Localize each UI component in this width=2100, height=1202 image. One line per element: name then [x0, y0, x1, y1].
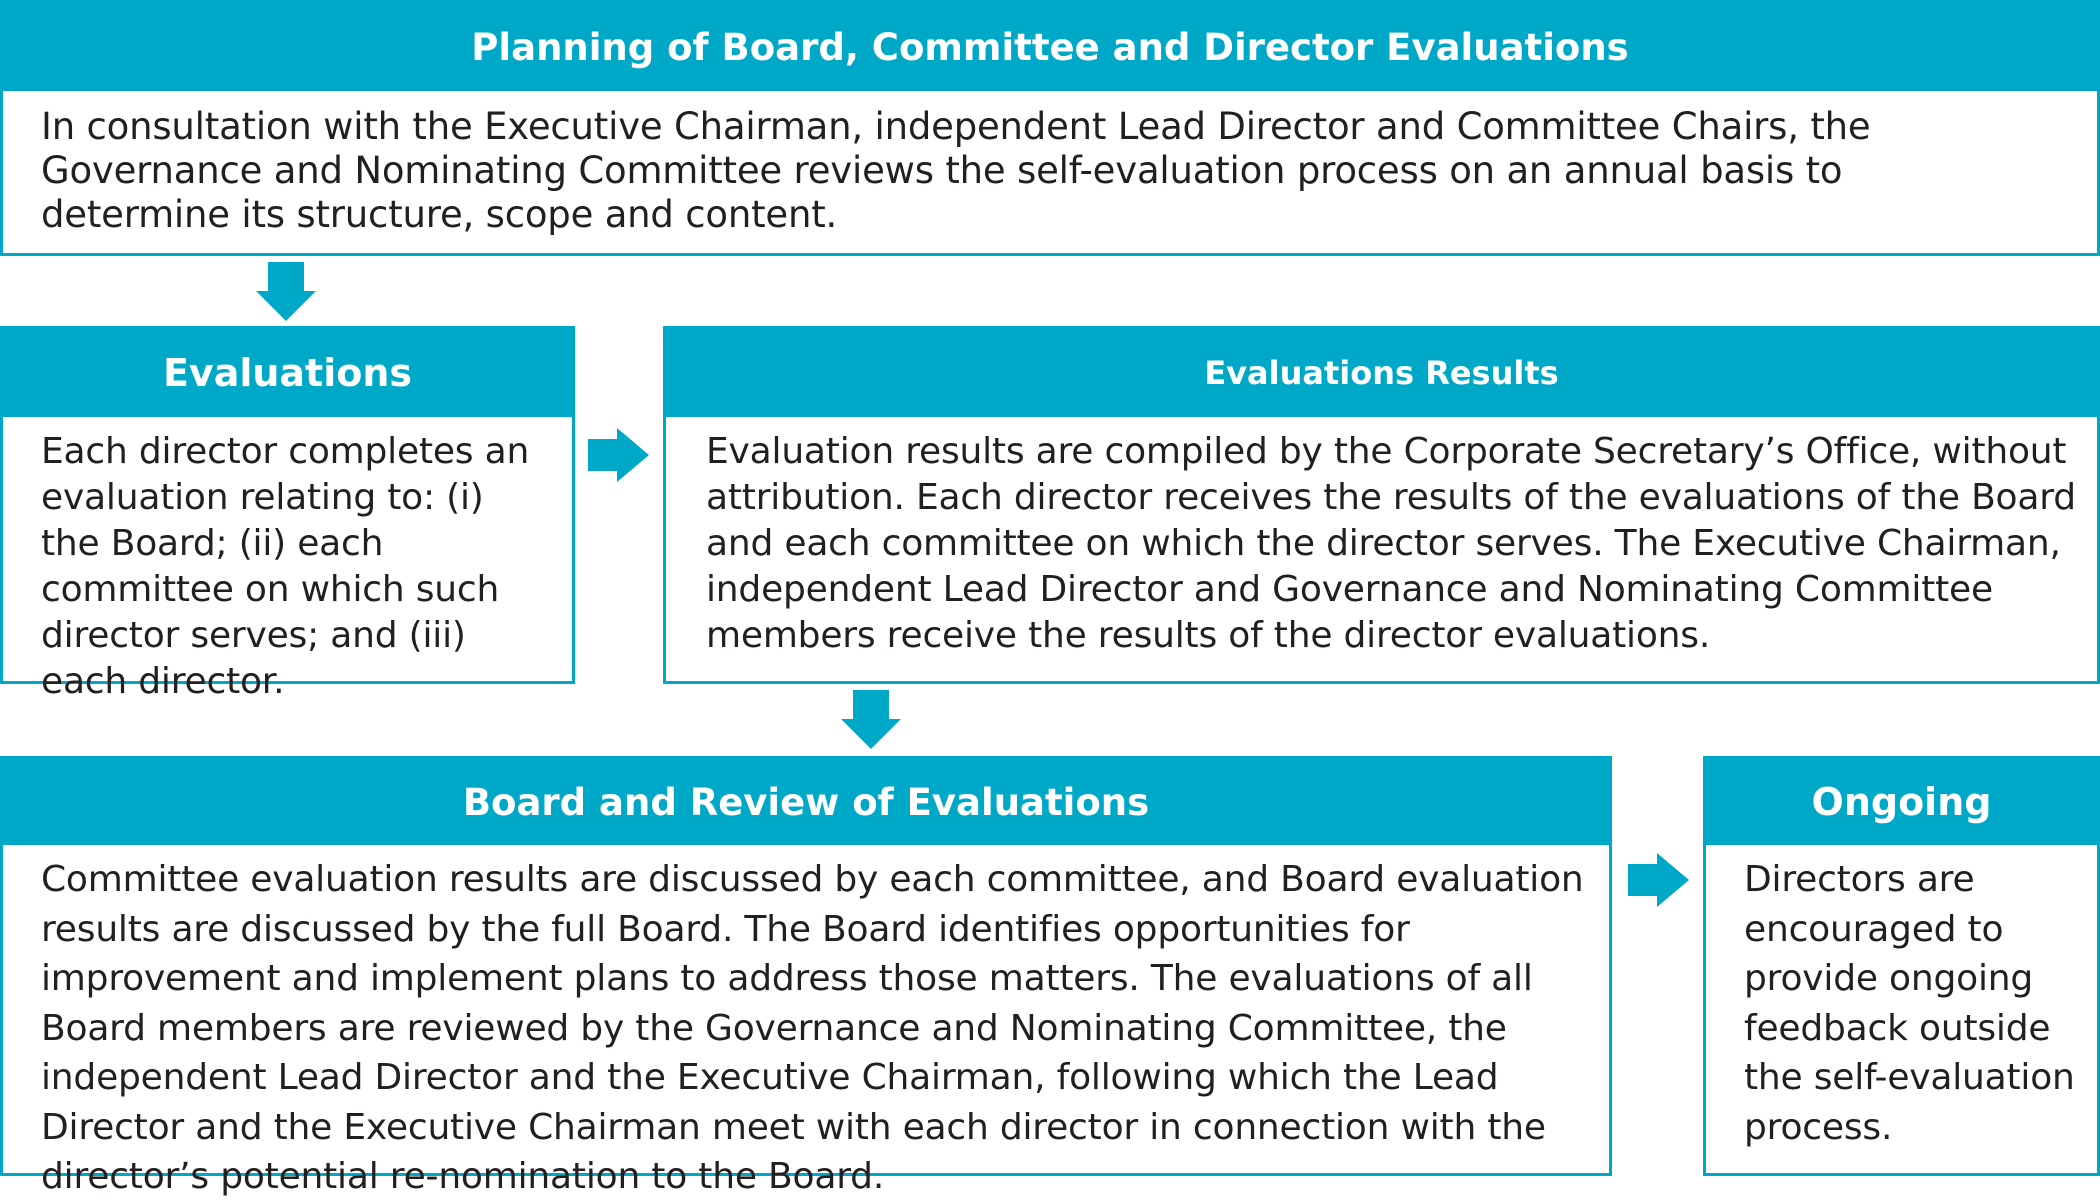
arrow-right-review-icon — [1628, 864, 1658, 896]
results-box — [663, 326, 2100, 684]
results-title: Evaluations Results — [666, 329, 2097, 417]
review-text: Committee evaluation results are discussed by each committee, and Board evaluation results are discussed by the full Board. The Board identifies opportunities for improvement and implement plans to address those matters. The evaluations of all Board members are reviewed by the Governance and Nominating Committee, the independent Lead Director and the Executive Chairman, following which the Lead Director and the Executive Chairman meet with each director in connection with the director’s potential re-nomination to the Board. — [41, 859, 1584, 1197]
ongoing-text: Directors are encouraged to provide ongoing feedback outside the self-evaluation process. — [1744, 859, 2075, 1148]
arrow-down-results-icon — [853, 690, 889, 720]
evaluations-text: Each director completes an evaluation relating to: (i) the Board; (ii) each committee on which such director serves; and (iii) each director. — [41, 431, 530, 702]
arrow-right-evaluations-icon — [588, 439, 618, 471]
review-box — [0, 756, 1612, 1197]
review-title: Board and Review of Evaluations — [3, 759, 1609, 845]
planning-text: In consultation with the Executive Chairman, independent Lead Director and Committee Chairs, the Governance and Nominating Committee reviews the self-evaluation process on an annual basis to determine its structure, scope and content. — [41, 105, 1871, 236]
planning-box — [0, 0, 2100, 256]
arrow-down-results-head-icon — [841, 719, 901, 749]
arrow-down-planning-head-icon — [256, 291, 316, 321]
evaluations-title: Evaluations — [3, 329, 572, 417]
arrow-right-evaluations-head-icon — [617, 428, 649, 482]
results-text: Evaluation results are compiled by the Corporate Secretary’s Office, without attribution. Each director receives the results of the evaluations of the Board and each committee on which the director serves. The Executive Chairman, independent Lead Director and Governance and Nominating Committee members receive the results of the director evaluations. — [706, 431, 2076, 656]
arrow-down-planning-icon — [268, 262, 304, 292]
ongoing-box — [1703, 756, 2100, 1176]
planning-title: Planning of Board, Committee and Director Evaluations — [3, 3, 2097, 91]
arrow-right-review-head-icon — [1657, 853, 1689, 907]
ongoing-title: Ongoing — [1706, 759, 2097, 845]
evaluations-box — [0, 326, 575, 702]
